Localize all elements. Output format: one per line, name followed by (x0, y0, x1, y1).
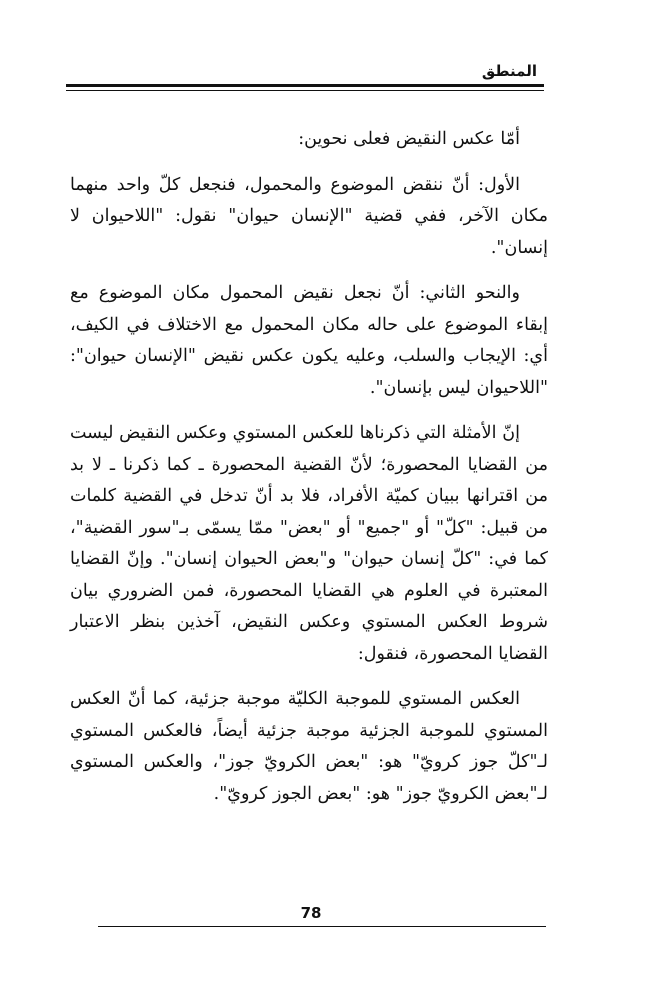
paragraph-first-way: الأول: أنّ ننقض الموضوع والمحمول، فنجعل كلّ واحد منهما مكان الآخر، ففي قضية "الإنسان حيوان" نقول: "اللاحيوان لا إنسان". (70, 174, 548, 258)
running-head-title: المنطق (481, 62, 537, 80)
paragraph-quantified-propositions: إنّ الأمثلة التي ذكرناها للعكس المستوي وعكس النقيض ليست من القضايا المحصورة؛ لأنّ القضية المحصورة ـ كما ذكرنا ـ لا بد من اقترانها ببيان كميّة الأفراد، فلا بد أنّ تدخل في القضية كلمات من قبيل: "كلّ" أو "جميع" أو "بعض" ممّا يسمّى بـ"سور القضية"، كما في: "كلّ إنسان حيوان" و"بعض الحيوان إنسان". وإنّ القضايا المعتبرة في العلوم هي القضايا المحصورة، فمن الضروري بيان شروط العكس المستوي وعكس النقيض، آخذين بنظر الاعتبار القضايا المحصورة، فنقول: (70, 423, 548, 664)
footer-rule (98, 926, 546, 927)
header-rule-thin (66, 90, 544, 91)
paragraph-intro: أمّا عكس النقيض فعلى نحوين: (298, 129, 520, 149)
page-number: 78 (300, 904, 322, 922)
paragraph-conversion-rules: العكس المستوي للموجبة الكليّة موجبة جزئية، كما أنّ العكس المستوي للموجبة الجزئية موجبة جزئية أيضاً، فالعكس المستوي لـ"كلّ جوز كرويّ" هو: "بعض الكرويّ جوز"، والعكس المستوي لـ"بعض الكرويّ جوز" هو: "بعض الجوز كرويّ". (70, 689, 548, 804)
header-rule-thick (66, 84, 544, 87)
paragraph-second-way: والنحو الثاني: أنّ نجعل نقيض المحمول مكان الموضوع مع إبقاء الموضوع على حاله مكان المحمول مع الاختلاف في الكيف، أي: الإيجاب والسلب، وعليه يكون عكس نقيض "الإنسان حيوان": "اللاحيوان ليس بإنسان". (70, 283, 548, 398)
body-text (70, 124, 548, 824)
